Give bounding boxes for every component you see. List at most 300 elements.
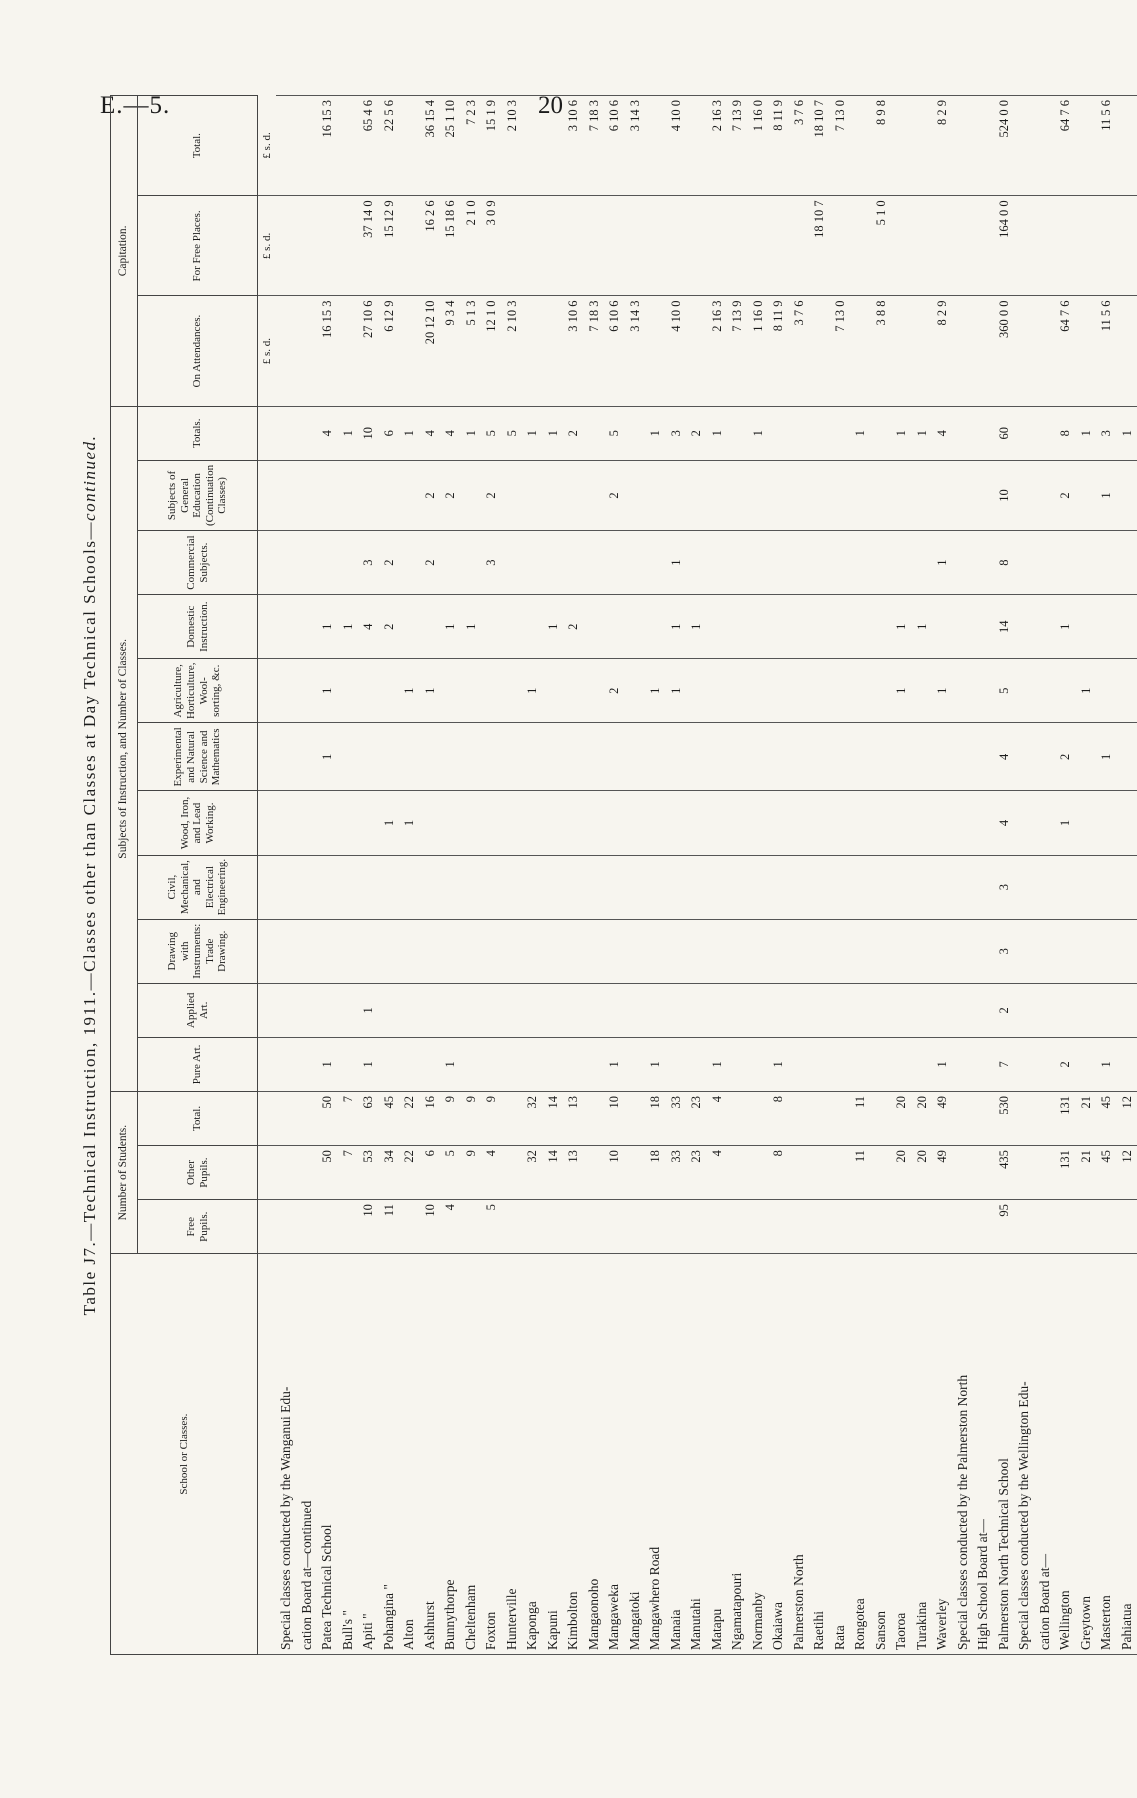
- row-school-name: Manaia: [666, 1254, 687, 1655]
- row-school-name: Taoroa: [891, 1254, 912, 1655]
- row-subject-count: [522, 460, 543, 530]
- row-capitation-total: [645, 96, 666, 196]
- row-other-pupils: [871, 1146, 892, 1200]
- row-subject-count: [420, 723, 441, 791]
- row-subject-count: [830, 659, 851, 723]
- row-subject-count: [809, 855, 830, 919]
- row-subject-count: [789, 659, 810, 723]
- row-other-pupils: 13: [563, 1146, 584, 1200]
- row-subject-count: [830, 983, 851, 1037]
- row-subject-count: [338, 983, 359, 1037]
- row-capitation-total: 15 1 9: [481, 96, 502, 196]
- row-subject-total: 1: [399, 406, 420, 460]
- row-school-name: Mangatoki: [625, 1254, 646, 1655]
- row-subject-count: [707, 595, 728, 659]
- row-subject-count: [399, 855, 420, 919]
- row-capitation-total: 7 13 0: [830, 96, 851, 196]
- row-on-attendances: 3 7 6: [789, 296, 810, 406]
- row-subject-count: [1076, 460, 1097, 530]
- row-subject-count: [543, 983, 564, 1037]
- header-subject: Experimental and Natural Science and Mathematics: [138, 723, 258, 791]
- row-subject-count: [707, 855, 728, 919]
- row-subject-count: [297, 983, 318, 1037]
- row-other-pupils: 49: [932, 1146, 953, 1200]
- row-subject-count: [461, 723, 482, 791]
- row-subject-count: [953, 659, 974, 723]
- row-subject-count: [276, 723, 297, 791]
- row-school-name: Ngamatapouri: [727, 1254, 748, 1655]
- row-subject-count: [1076, 723, 1097, 791]
- row-subject-count: [420, 855, 441, 919]
- row-subject-count: [625, 595, 646, 659]
- row-students-total: [297, 1091, 318, 1145]
- row-subject-count: [1055, 919, 1076, 983]
- table-row: [358, 96, 379, 1655]
- row-on-attendances: [1117, 296, 1137, 406]
- row-subject-count: [830, 791, 851, 855]
- row-free-pupils: [399, 1200, 420, 1254]
- row-subject-count: [727, 723, 748, 791]
- table-row: [1096, 96, 1117, 1655]
- row-subject-count: [1096, 595, 1117, 659]
- row-subject-count: [850, 659, 871, 723]
- row-for-free-places: [727, 196, 748, 296]
- row-on-attendances: 64 7 6: [1055, 296, 1076, 406]
- row-capitation-total: [1035, 96, 1056, 196]
- row-subject-count: [830, 531, 851, 595]
- row-subject-count: [358, 791, 379, 855]
- row-other-pupils: 50: [317, 1146, 338, 1200]
- row-subject-count: [604, 595, 625, 659]
- row-subject-count: [1096, 791, 1117, 855]
- row-for-free-places: [563, 196, 584, 296]
- row-subject-count: [481, 855, 502, 919]
- row-subject-count: [871, 531, 892, 595]
- row-school-name: Bunnythorpe: [440, 1254, 461, 1655]
- row-free-pupils: [789, 1200, 810, 1254]
- row-students-total: [871, 1091, 892, 1145]
- table-row: [973, 96, 994, 1655]
- row-subject-count: [584, 983, 605, 1037]
- row-subject-count: [522, 855, 543, 919]
- row-subject-count: 1: [420, 659, 441, 723]
- row-subject-count: 1: [666, 659, 687, 723]
- row-subject-total: 5: [502, 406, 523, 460]
- row-subject-count: [543, 791, 564, 855]
- row-school-name: Ashhurst: [420, 1254, 441, 1655]
- row-subject-count: [1076, 983, 1097, 1037]
- row-subject-count: [399, 919, 420, 983]
- row-subject-count: [666, 460, 687, 530]
- row-on-attendances: [276, 296, 297, 406]
- row-subject-count: [276, 983, 297, 1037]
- row-on-attendances: [686, 296, 707, 406]
- row-subject-count: [1117, 659, 1137, 723]
- row-on-attendances: 2 16 3: [707, 296, 728, 406]
- row-subject-count: [912, 531, 933, 595]
- table-row: [830, 96, 851, 1655]
- row-for-free-places: [707, 196, 728, 296]
- row-students-total: 9: [440, 1091, 461, 1145]
- row-other-pupils: [625, 1146, 646, 1200]
- row-subject-count: 8: [994, 531, 1015, 595]
- row-subject-count: 1: [645, 659, 666, 723]
- row-subject-count: [563, 1037, 584, 1091]
- row-subject-count: [1014, 723, 1035, 791]
- row-capitation-total: 64 7 6: [1055, 96, 1076, 196]
- row-subject-count: [1014, 1037, 1035, 1091]
- row-subject-total: [789, 406, 810, 460]
- row-students-total: [953, 1091, 974, 1145]
- row-school-name: Raetihi: [809, 1254, 830, 1655]
- row-students-total: [276, 1091, 297, 1145]
- row-subject-count: [645, 919, 666, 983]
- row-subject-count: [645, 460, 666, 530]
- row-school-name: Apiti ": [358, 1254, 379, 1655]
- rotated-table-area: [80, 95, 1134, 1655]
- row-subject-count: 1: [891, 595, 912, 659]
- row-subject-count: [604, 723, 625, 791]
- row-for-free-places: [686, 196, 707, 296]
- row-subject-count: [850, 595, 871, 659]
- row-subject-count: [912, 983, 933, 1037]
- row-capitation-total: 4 10 0: [666, 96, 687, 196]
- row-subject-count: [563, 460, 584, 530]
- row-subject-total: 2: [686, 406, 707, 460]
- row-on-attendances: [297, 296, 318, 406]
- row-on-attendances: [1035, 296, 1056, 406]
- row-subject-count: [358, 659, 379, 723]
- header-blank: [258, 855, 277, 919]
- row-subject-count: [481, 659, 502, 723]
- header-blank: [258, 460, 277, 530]
- row-subject-count: [891, 919, 912, 983]
- row-capitation-total: [953, 96, 974, 196]
- row-subject-count: [686, 659, 707, 723]
- row-subject-count: [891, 723, 912, 791]
- row-subject-count: [625, 460, 646, 530]
- row-subject-count: [563, 791, 584, 855]
- row-subject-count: [584, 595, 605, 659]
- header-subject: Drawing with Instruments: Trade Drawing.: [138, 919, 258, 983]
- row-subject-total: [297, 406, 318, 460]
- row-capitation-total: 18 10 7: [809, 96, 830, 196]
- row-subject-total: [830, 406, 851, 460]
- row-subject-total: 2: [563, 406, 584, 460]
- row-subject-count: [686, 855, 707, 919]
- row-school-name: Bull's ": [338, 1254, 359, 1655]
- row-school-name: Matapu: [707, 1254, 728, 1655]
- row-subject-count: [727, 919, 748, 983]
- row-on-attendances: 3 14 3: [625, 296, 646, 406]
- row-subject-count: [604, 855, 625, 919]
- row-other-pupils: 33: [666, 1146, 687, 1200]
- row-students-total: 32: [522, 1091, 543, 1145]
- row-subject-count: [1014, 659, 1035, 723]
- row-subject-total: 4: [440, 406, 461, 460]
- row-subject-count: [912, 791, 933, 855]
- row-other-pupils: 6: [420, 1146, 441, 1200]
- row-subject-total: 4: [420, 406, 441, 460]
- row-for-free-places: [789, 196, 810, 296]
- row-subject-total: 5: [604, 406, 625, 460]
- table-title: [80, 95, 100, 1655]
- row-subject-count: [1117, 460, 1137, 530]
- row-free-pupils: [1035, 1200, 1056, 1254]
- row-subject-count: 3: [358, 531, 379, 595]
- row-students-total: [973, 1091, 994, 1145]
- row-capitation-total: [276, 96, 297, 196]
- row-subject-total: 1: [912, 406, 933, 460]
- row-on-attendances: [953, 296, 974, 406]
- row-free-pupils: [727, 1200, 748, 1254]
- header-students-group: Number of Students.: [111, 1091, 138, 1253]
- row-school-name: Mangawhero Road: [645, 1254, 666, 1655]
- row-capitation-total: 36 15 4: [420, 96, 441, 196]
- row-students-total: [727, 1091, 748, 1145]
- row-capitation-total: 7 2 3: [461, 96, 482, 196]
- row-subject-count: [748, 723, 769, 791]
- row-for-free-places: [1117, 196, 1137, 296]
- row-subject-count: [358, 723, 379, 791]
- row-capitation-total: [543, 96, 564, 196]
- row-free-pupils: 5: [481, 1200, 502, 1254]
- row-subject-count: [1035, 659, 1056, 723]
- row-subject-count: [953, 723, 974, 791]
- table-row: [317, 96, 338, 1655]
- row-capitation-total: 3 7 6: [789, 96, 810, 196]
- row-subject-count: [953, 919, 974, 983]
- row-subject-count: 1: [461, 595, 482, 659]
- table-row: [461, 96, 482, 1655]
- row-capitation-total: 8 11 9: [768, 96, 789, 196]
- row-subject-count: [461, 531, 482, 595]
- row-other-pupils: 18: [645, 1146, 666, 1200]
- row-subject-count: [1035, 791, 1056, 855]
- page-number: 20: [538, 92, 563, 119]
- row-subject-count: [830, 919, 851, 983]
- row-free-pupils: [871, 1200, 892, 1254]
- row-subject-count: [276, 855, 297, 919]
- table-row: [871, 96, 892, 1655]
- row-free-pupils: [953, 1200, 974, 1254]
- table-row: [481, 96, 502, 1655]
- row-subject-count: 1: [317, 659, 338, 723]
- row-capitation-total: [891, 96, 912, 196]
- row-subject-count: [502, 791, 523, 855]
- row-subject-count: [789, 1037, 810, 1091]
- header-currency-units: £ s. d.: [258, 96, 277, 196]
- row-for-free-places: [748, 196, 769, 296]
- row-subject-total: 4: [317, 406, 338, 460]
- row-subject-count: [850, 983, 871, 1037]
- row-on-attendances: 7 18 3: [584, 296, 605, 406]
- row-subject-count: [1055, 983, 1076, 1037]
- row-other-pupils: 32: [522, 1146, 543, 1200]
- row-subject-count: [871, 919, 892, 983]
- row-capitation-total: [399, 96, 420, 196]
- row-subject-count: [748, 791, 769, 855]
- row-free-pupils: [850, 1200, 871, 1254]
- header-blank: [258, 983, 277, 1037]
- table-row: [748, 96, 769, 1655]
- row-subject-count: 1: [1096, 460, 1117, 530]
- row-for-free-places: [1096, 196, 1117, 296]
- row-free-pupils: [317, 1200, 338, 1254]
- row-subject-count: [809, 919, 830, 983]
- row-subject-count: [973, 531, 994, 595]
- row-subject-count: [420, 1037, 441, 1091]
- row-subject-count: [420, 595, 441, 659]
- row-subject-count: [891, 855, 912, 919]
- row-subject-count: [563, 855, 584, 919]
- row-students-total: 10: [604, 1091, 625, 1145]
- table-row: [912, 96, 933, 1655]
- row-for-free-places: [317, 196, 338, 296]
- row-subject-count: [871, 983, 892, 1037]
- row-subject-count: [584, 919, 605, 983]
- row-subject-count: 1: [891, 659, 912, 723]
- row-subject-count: [645, 983, 666, 1037]
- row-subject-count: [768, 983, 789, 1037]
- row-subject-count: [543, 460, 564, 530]
- row-subject-count: [666, 723, 687, 791]
- table-row: [891, 96, 912, 1655]
- row-subject-count: [317, 791, 338, 855]
- row-other-pupils: [276, 1146, 297, 1200]
- row-subject-count: 1: [604, 1037, 625, 1091]
- row-for-free-places: 164 0 0: [994, 196, 1015, 296]
- row-subject-count: [399, 1037, 420, 1091]
- row-subject-total: [625, 406, 646, 460]
- row-subject-count: 1: [686, 595, 707, 659]
- row-subject-count: [481, 919, 502, 983]
- row-subject-count: [399, 531, 420, 595]
- row-subject-count: [522, 919, 543, 983]
- row-capitation-total: [1117, 96, 1137, 196]
- header-blank: [258, 1037, 277, 1091]
- row-subject-count: [1035, 983, 1056, 1037]
- row-students-total: 18: [645, 1091, 666, 1145]
- row-school-name: Kaponga: [522, 1254, 543, 1655]
- row-subject-count: [543, 919, 564, 983]
- row-subject-total: [727, 406, 748, 460]
- row-subject-count: [604, 791, 625, 855]
- row-subject-count: [1076, 919, 1097, 983]
- row-other-pupils: 14: [543, 1146, 564, 1200]
- row-subject-count: 1: [399, 659, 420, 723]
- row-on-attendances: [645, 296, 666, 406]
- row-other-pupils: 7: [338, 1146, 359, 1200]
- header-subject: Wood, Iron, and Lead Working.: [138, 791, 258, 855]
- row-subject-total: 3: [666, 406, 687, 460]
- table-row: [379, 96, 400, 1655]
- row-on-attendances: 8 11 9: [768, 296, 789, 406]
- row-subject-count: [1035, 723, 1056, 791]
- row-subject-count: [1117, 1037, 1137, 1091]
- row-subject-count: 1: [1096, 1037, 1117, 1091]
- row-for-free-places: [1055, 196, 1076, 296]
- row-free-pupils: [748, 1200, 769, 1254]
- table-row: [399, 96, 420, 1655]
- table-row: [1014, 96, 1035, 1655]
- row-subject-count: [297, 531, 318, 595]
- row-subject-count: [461, 659, 482, 723]
- row-subject-count: [317, 983, 338, 1037]
- row-subject-count: [748, 855, 769, 919]
- row-for-free-places: [645, 196, 666, 296]
- row-for-free-places: 15 12 9: [379, 196, 400, 296]
- row-capitation-total: 6 10 6: [604, 96, 625, 196]
- row-subject-count: [297, 791, 318, 855]
- row-subject-count: 3: [994, 855, 1015, 919]
- row-subject-count: [809, 983, 830, 1037]
- row-subject-total: [1035, 406, 1056, 460]
- row-students-total: 4: [707, 1091, 728, 1145]
- header-subjects-group: Subjects of Instruction, and Number of Classes.: [111, 406, 138, 1091]
- row-subject-total: 10: [358, 406, 379, 460]
- row-subject-total: [953, 406, 974, 460]
- row-capitation-total: [850, 96, 871, 196]
- row-subject-count: [768, 723, 789, 791]
- row-subject-count: [604, 919, 625, 983]
- table-row: [707, 96, 728, 1655]
- row-for-free-places: 5 1 0: [871, 196, 892, 296]
- row-subject-count: [1014, 460, 1035, 530]
- row-school-name: Patea Technical School: [317, 1254, 338, 1655]
- row-subject-count: 4: [994, 723, 1015, 791]
- row-subject-count: [297, 723, 318, 791]
- table-row: [625, 96, 646, 1655]
- row-for-free-places: 18 10 7: [809, 196, 830, 296]
- row-subject-count: [1096, 919, 1117, 983]
- row-subject-count: [666, 791, 687, 855]
- row-for-free-places: [1076, 196, 1097, 296]
- row-on-attendances: [809, 296, 830, 406]
- row-students-total: 45: [379, 1091, 400, 1145]
- row-subject-count: [1076, 791, 1097, 855]
- row-subject-count: [871, 791, 892, 855]
- row-subject-count: [399, 460, 420, 530]
- row-subject-count: [338, 723, 359, 791]
- row-school-name: High School Board at—: [973, 1254, 994, 1655]
- row-subject-count: [625, 531, 646, 595]
- row-free-pupils: [830, 1200, 851, 1254]
- table-row: [850, 96, 871, 1655]
- row-subject-count: [584, 531, 605, 595]
- row-subject-count: [297, 919, 318, 983]
- row-subject-total: 6: [379, 406, 400, 460]
- table-row: [932, 96, 953, 1655]
- row-subject-count: [502, 919, 523, 983]
- table-row: [1055, 96, 1076, 1655]
- row-for-free-places: [932, 196, 953, 296]
- row-subject-count: [625, 983, 646, 1037]
- row-subject-total: 60: [994, 406, 1015, 460]
- row-subject-count: [1014, 983, 1035, 1037]
- row-subject-count: [686, 460, 707, 530]
- row-subject-count: [1035, 595, 1056, 659]
- row-subject-count: 4: [994, 791, 1015, 855]
- row-subject-count: [973, 983, 994, 1037]
- header-blank: [258, 406, 277, 460]
- row-subject-count: [871, 1037, 892, 1091]
- table-row: [297, 96, 318, 1655]
- table-title-main: Table J7.—Technical Instruction, 1911.—Classes other than Classes at Day Technical Schools—: [80, 520, 99, 1316]
- row-subject-count: [317, 919, 338, 983]
- row-free-pupils: [1096, 1200, 1117, 1254]
- row-other-pupils: 23: [686, 1146, 707, 1200]
